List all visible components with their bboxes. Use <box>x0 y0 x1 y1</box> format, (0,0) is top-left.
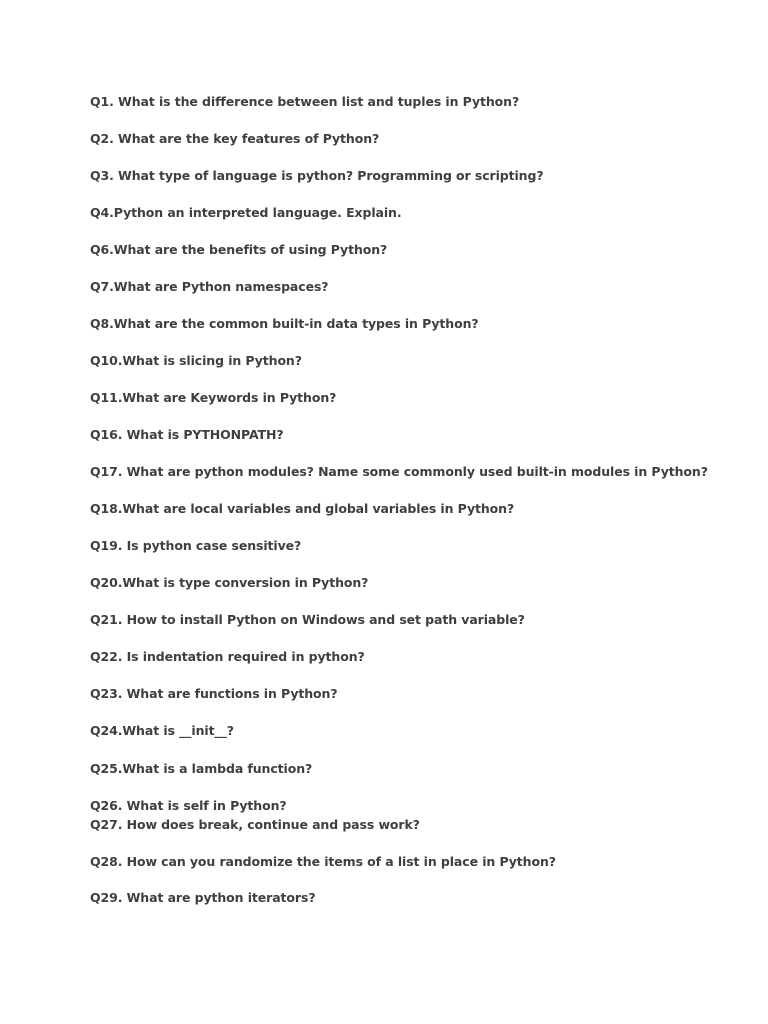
question-q3: Q3. What type of language is python? Programming or scripting? <box>90 168 544 183</box>
question-q18: Q18.What are local variables and global variables in Python? <box>90 501 515 516</box>
question-q10: Q10.What is slicing in Python? <box>90 353 302 368</box>
question-q1: Q1. What is the difference between list and tuples in Python? <box>90 94 520 109</box>
question-q25: Q25.What is a lambda function? <box>90 761 313 776</box>
question-q8: Q8.What are the common built-in data types in Python? <box>90 316 479 331</box>
question-q16: Q16. What is PYTHONPATH? <box>90 427 284 442</box>
question-q23: Q23. What are functions in Python? <box>90 686 338 701</box>
question-q29: Q29. What are python iterators? <box>90 890 316 905</box>
question-q11: Q11.What are Keywords in Python? <box>90 390 337 405</box>
question-q17: Q17. What are python modules? Name some commonly used built-in modules in Python? <box>90 464 708 479</box>
question-q4: Q4.Python an interpreted language. Explain. <box>90 205 402 220</box>
question-q20: Q20.What is type conversion in Python? <box>90 575 369 590</box>
question-q26: Q26. What is self in Python? <box>90 798 287 813</box>
question-q24: Q24.What is __init__? <box>90 723 234 738</box>
question-q28: Q28. How can you randomize the items of a list in place in Python? <box>90 854 556 869</box>
question-q19: Q19. Is python case sensitive? <box>90 538 302 553</box>
question-q21: Q21. How to install Python on Windows and set path variable? <box>90 612 525 627</box>
question-q2: Q2. What are the key features of Python? <box>90 131 380 146</box>
question-q27: Q27. How does break, continue and pass work? <box>90 817 420 832</box>
question-q6: Q6.What are the benefits of using Python? <box>90 242 388 257</box>
question-q7: Q7.What are Python namespaces? <box>90 279 329 294</box>
question-q22: Q22. Is indentation required in python? <box>90 649 365 664</box>
